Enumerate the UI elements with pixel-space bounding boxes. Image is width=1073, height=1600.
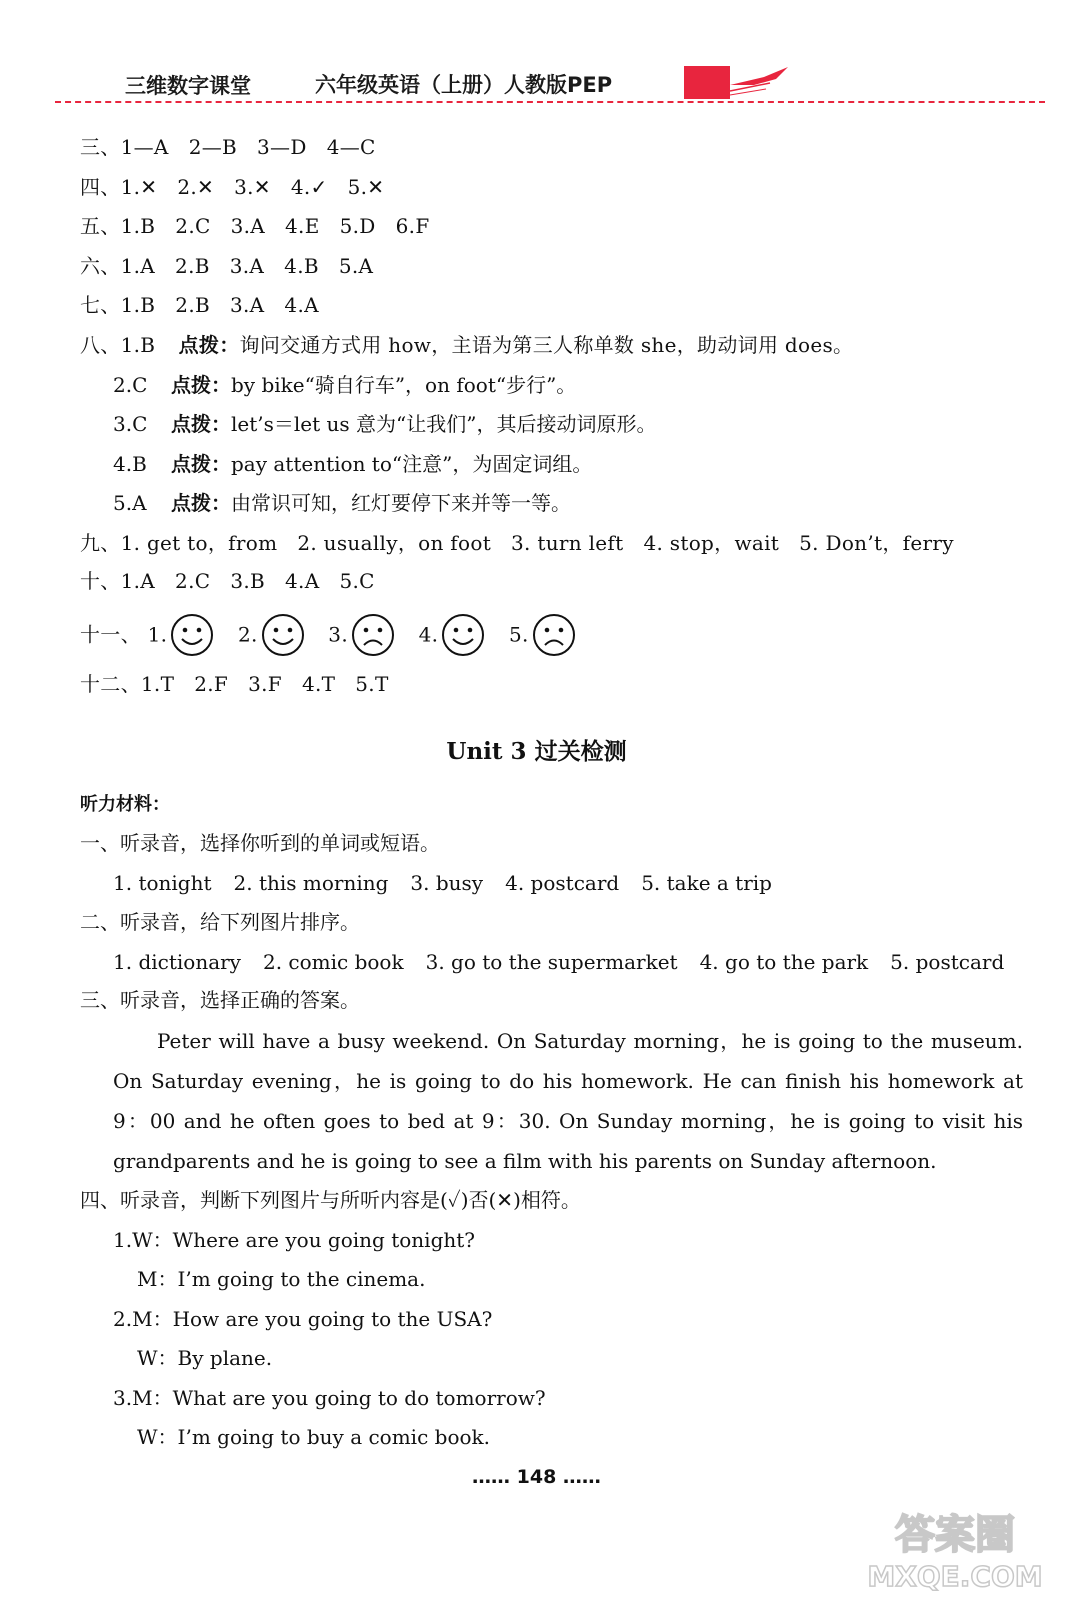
- answer-item: 4.E: [285, 214, 320, 238]
- tip-text: pay attention to“注意”，为固定词组。: [231, 452, 593, 476]
- dialog-line: W：By plane.: [137, 1346, 273, 1370]
- answer-item: 3.A: [229, 293, 265, 317]
- answer-item: 5.C: [339, 569, 375, 593]
- answer-item: 4.✓: [290, 175, 328, 199]
- answer-item: 1.A: [120, 569, 156, 593]
- section-title: 三、听录音，选择正确的答案。: [80, 988, 360, 1012]
- answer-item: 1—A: [120, 135, 169, 159]
- answer-item: 4.B: [284, 254, 319, 278]
- answer-row-3: [80, 135, 396, 159]
- section-number: 十一、: [80, 622, 141, 647]
- answer-item: 1. get to，from: [120, 531, 278, 555]
- answer-item: 1.T: [140, 672, 175, 696]
- answer-item: 4.B: [113, 452, 147, 476]
- answer-item: 2.C: [113, 373, 148, 397]
- answer-row-8-1: [80, 333, 853, 357]
- dialog-text: M：How are you going to the USA?: [132, 1307, 493, 1331]
- answer-item: 4. stop，wait: [643, 531, 780, 555]
- answer-row-11: [80, 610, 593, 658]
- face-answer: [238, 610, 318, 658]
- dialog-line: W：I’m going to buy a comic book.: [137, 1425, 490, 1449]
- answer-row-12: [80, 672, 409, 696]
- dialog-text: W：Where are you going tonight?: [132, 1228, 476, 1252]
- word-item: 2. comic book: [262, 950, 404, 974]
- answer-row-8-2: [113, 373, 576, 397]
- section-title: 四、听录音，判断下列图片与所听内容是(✓)否(✕)相符。: [80, 1188, 581, 1212]
- section-number: 九、: [80, 531, 121, 555]
- answer-row-6: [80, 254, 393, 278]
- answer-item: 3.A: [229, 254, 265, 278]
- answer-item: 1.B: [120, 214, 156, 238]
- answer-item: 2.F: [194, 672, 229, 696]
- answer-item: 6.F: [395, 214, 430, 238]
- section-number: 十、: [80, 569, 121, 593]
- word-item: 5. take a trip: [641, 871, 772, 895]
- answer-row-7: [80, 293, 339, 317]
- dialog-line: M：I’m going to the cinema.: [137, 1267, 426, 1291]
- answer-item: 3.F: [248, 672, 282, 696]
- answer-row-8-5: [113, 491, 571, 515]
- word-item: 1. dictionary: [113, 950, 241, 974]
- answer-item: 1.✕: [120, 175, 158, 199]
- watermark-logo: [855, 1500, 1055, 1595]
- tip-text: let’s＝let us 意为“让我们”，其后接动词原形。: [231, 412, 657, 436]
- answer-item: 3.C: [113, 412, 148, 436]
- section-title: 二、听录音，给下列图片排序。: [80, 910, 360, 934]
- answer-item: 3—D: [257, 135, 307, 159]
- section-number: 八、: [80, 333, 121, 357]
- answer-item: 4—C: [326, 135, 376, 159]
- word-item: 3. go to the supermarket: [425, 950, 678, 974]
- tip-label: 点拨：: [171, 373, 231, 397]
- answer-row-5: [80, 214, 450, 238]
- answer-item: 3.B: [230, 569, 266, 593]
- answer-item: 2. usually，on foot: [297, 531, 492, 555]
- word-item: 1. tonight: [113, 871, 212, 895]
- answer-item: 1.B: [120, 293, 156, 317]
- answer-item: 2.C: [175, 214, 211, 238]
- word-item: 2. this morning: [233, 871, 389, 895]
- dialog-number: 3.: [113, 1386, 133, 1410]
- dialog-number: 2.: [113, 1307, 133, 1331]
- tip-text: 由常识可知，红灯要停下来并等一等。: [231, 491, 571, 515]
- dialog-number: 1.: [113, 1228, 133, 1252]
- word-item: 3. busy: [410, 871, 484, 895]
- answer-item: 5.A: [113, 491, 147, 515]
- book-title: 六年级英语（上册）人教版PEP: [315, 73, 613, 97]
- series-title: 三维数字课堂: [125, 74, 251, 98]
- answer-item: 3. turn left: [511, 531, 624, 555]
- face-answer: [509, 610, 589, 658]
- tip-label: 点拨：: [171, 412, 231, 436]
- smiley-face-icon: [169, 612, 215, 658]
- section-number: 四、: [80, 175, 121, 199]
- unit-title: Unit 3 过关检测: [446, 738, 627, 765]
- dialog-line: [113, 1228, 475, 1252]
- tip-text: by bike“骑自行车”，on foot“步行”。: [231, 373, 577, 397]
- answer-item: 5.✕: [347, 175, 385, 199]
- face-answer: [419, 610, 499, 658]
- word-list: [113, 871, 794, 895]
- page-header: [0, 0, 1073, 110]
- answer-item: 2.C: [175, 569, 211, 593]
- answer-item: 5. Don’t，ferry: [799, 531, 954, 555]
- word-item: 4. go to the park: [699, 950, 869, 974]
- answer-row-8-4: [113, 452, 592, 476]
- tip-text: 询问交通方式用 how，主语为第三人称单数 she，助动词用 does。: [239, 333, 854, 357]
- answer-number: 4.: [418, 622, 439, 647]
- smiley-face-icon: [440, 612, 486, 658]
- dialog-text: M：What are you going to do tomorrow?: [132, 1386, 546, 1410]
- tip-label: 点拨：: [171, 452, 231, 476]
- dialog-line: [113, 1307, 492, 1331]
- answer-number: 5.: [509, 622, 529, 647]
- answer-item: 4.T: [301, 672, 336, 696]
- listening-label: 听力材料：: [80, 794, 170, 815]
- section-number: 六、: [80, 254, 121, 278]
- passage-text: Peter will have a busy weekend. On Saturday morning，he is going to the museum. On Saturday evening，he is going to do his homework. He can finish his homework at 9：00 and he often goes to bed at 9：30. On Sunday morning，he is going to visit his grandparents and he is going to see a film with his parents on Sunday afternoon.: [113, 1029, 1023, 1173]
- section-title: 一、听录音，选择你听到的单词或短语。: [80, 831, 440, 855]
- answer-row-10: [80, 569, 395, 593]
- watermark-line1: 答案圈: [895, 1512, 1015, 1558]
- smiley-face-icon: [260, 612, 306, 658]
- sad-face-icon: [350, 612, 396, 658]
- answer-item: 4.A: [284, 293, 319, 317]
- answer-item: 3.A: [230, 214, 266, 238]
- face-answer: [148, 610, 228, 658]
- section-number: 三、: [80, 135, 121, 159]
- listening-passage: [113, 1021, 1023, 1181]
- sad-face-icon: [531, 612, 577, 658]
- answer-number: 1.: [147, 622, 168, 647]
- answer-row-4: [80, 175, 404, 199]
- page-number: …… 148 ……: [472, 1466, 601, 1488]
- tip-label: 点拨：: [178, 333, 240, 357]
- answer-item: 5.T: [355, 672, 389, 696]
- rocket-logo-icon: [684, 63, 794, 103]
- answer-number: 3.: [328, 622, 348, 647]
- header-divider: [55, 101, 1045, 103]
- answer-item: 1.A: [120, 254, 156, 278]
- section-number: 十二、: [80, 672, 141, 696]
- answer-item: 3.✕: [234, 175, 271, 199]
- section-number: 七、: [80, 293, 121, 317]
- answer-number: 2.: [237, 622, 258, 647]
- answer-item: 4.A: [285, 569, 320, 593]
- word-item: 5. postcard: [890, 950, 1005, 974]
- answer-item: 2.B: [175, 254, 210, 278]
- answer-item: 2.✕: [177, 175, 215, 199]
- answer-row-9: [80, 531, 974, 555]
- answer-item: 5.A: [338, 254, 374, 278]
- dialog-line: [113, 1386, 546, 1410]
- word-item: 4. postcard: [505, 871, 620, 895]
- answer-item: 2—B: [188, 135, 238, 159]
- answer-item: 2.B: [175, 293, 210, 317]
- face-answer: [328, 610, 408, 658]
- tip-label: 点拨：: [171, 491, 231, 515]
- answer-row-8-3: [113, 412, 656, 436]
- answer-item: 1.B: [120, 333, 156, 357]
- word-list: [113, 950, 1026, 974]
- section-number: 五、: [80, 214, 121, 238]
- watermark-line2: MXQE.COM: [867, 1560, 1043, 1593]
- answer-item: 5.D: [339, 214, 376, 238]
